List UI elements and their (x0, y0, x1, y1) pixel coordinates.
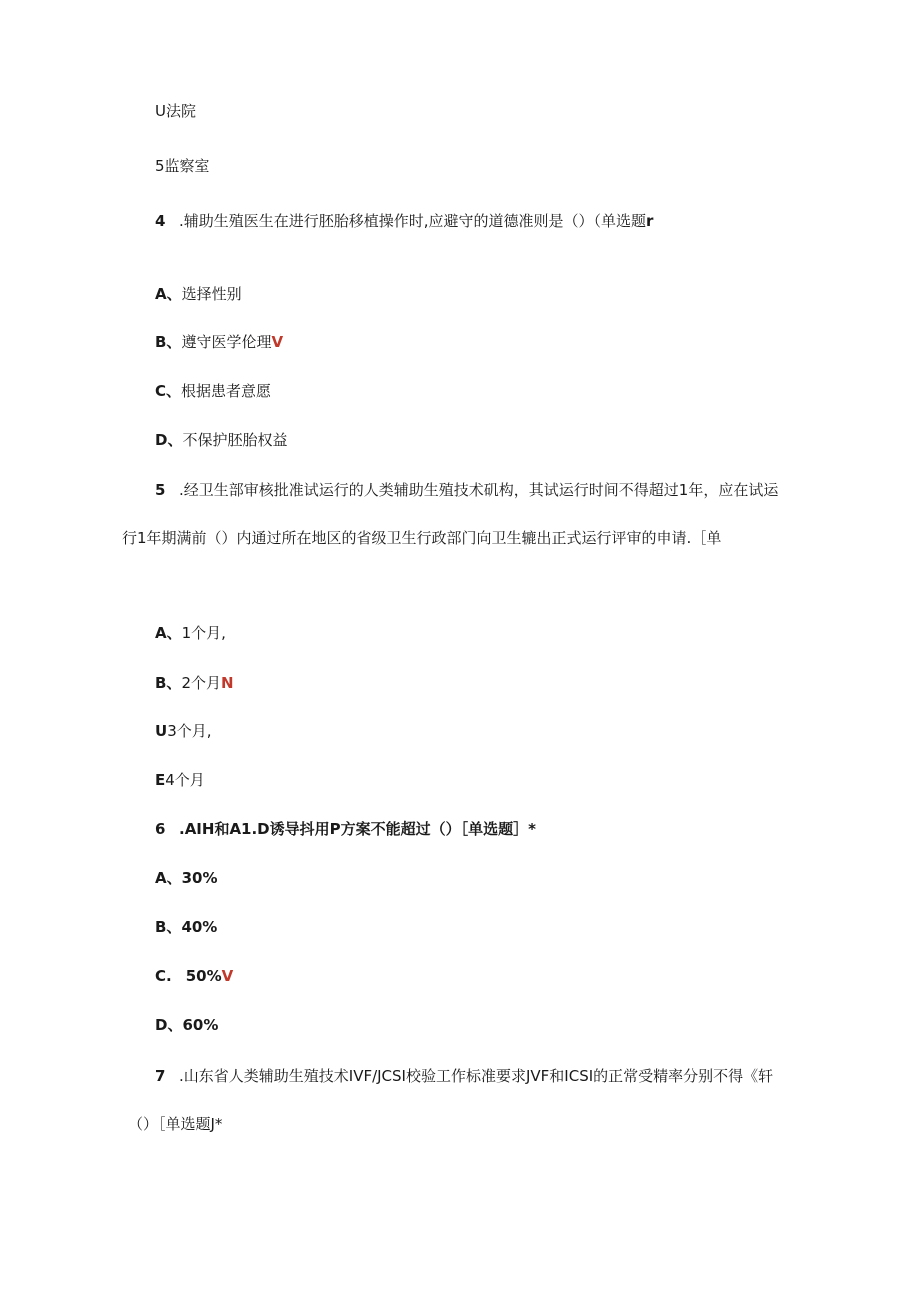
correct-mark: V (271, 333, 284, 351)
question-tail: r (646, 212, 654, 230)
question-number: 5 (155, 481, 166, 499)
q4-option-d: D、不保护胚胎权益 (155, 431, 288, 449)
option-u-court: U法院 (155, 102, 196, 120)
correct-mark: V (221, 967, 234, 985)
question-5-line-1 (155, 480, 778, 500)
question-5-line-2: 行1年期满前（）内通过所在地区的省级卫生行政部门向卫生辘出正式运行评审的申请.［单 (122, 529, 722, 547)
question-number: 4 (155, 212, 166, 230)
q4-option-a: A、选择性别 (155, 285, 242, 303)
q5-option-a: A、1个月, (155, 624, 226, 642)
q6-option-d: D、60% (155, 1016, 219, 1034)
q6-option-a: A、30% (155, 869, 218, 887)
question-number: 6 (155, 820, 166, 838)
question-7-line-1 (155, 1066, 773, 1086)
option-5-supervision: 5监察室 (155, 157, 210, 175)
question-7-line-2: （）［单选题J* (128, 1115, 223, 1133)
question-text: .经卫生部审核批准试运行的人类辅助生殖技术矶构，其试运行时间不得超过1年，应在试运 (179, 481, 779, 499)
question-text: .AIH和A1.D诱导抖用P方案不能超过（）［单选题］* (179, 820, 536, 838)
q5-option-c: U3个月, (155, 722, 212, 740)
q4-option-b: B、遵守医学伦理V (155, 333, 284, 351)
q5-option-d: E4个月 (155, 771, 205, 789)
question-4 (155, 211, 653, 231)
q6-option-b: B、40% (155, 918, 218, 936)
q6-option-c: C. 50%V (155, 967, 234, 985)
question-text: .山东省人类辅助生殖技术IVF/JCSI校验工作标准要求JVF和ICSI的正常受精率分别不得《轩 (179, 1067, 774, 1085)
q5-option-b: B、2个月N (155, 674, 234, 692)
question-6 (155, 819, 536, 839)
question-number: 7 (155, 1067, 166, 1085)
correct-mark: N (220, 674, 234, 692)
q4-option-c: C、根据患者意愿 (155, 382, 272, 400)
question-text: .辅助生殖医生在进行胚胎移植操作时,应避守的道德准则是（）（单选题 (179, 212, 647, 230)
